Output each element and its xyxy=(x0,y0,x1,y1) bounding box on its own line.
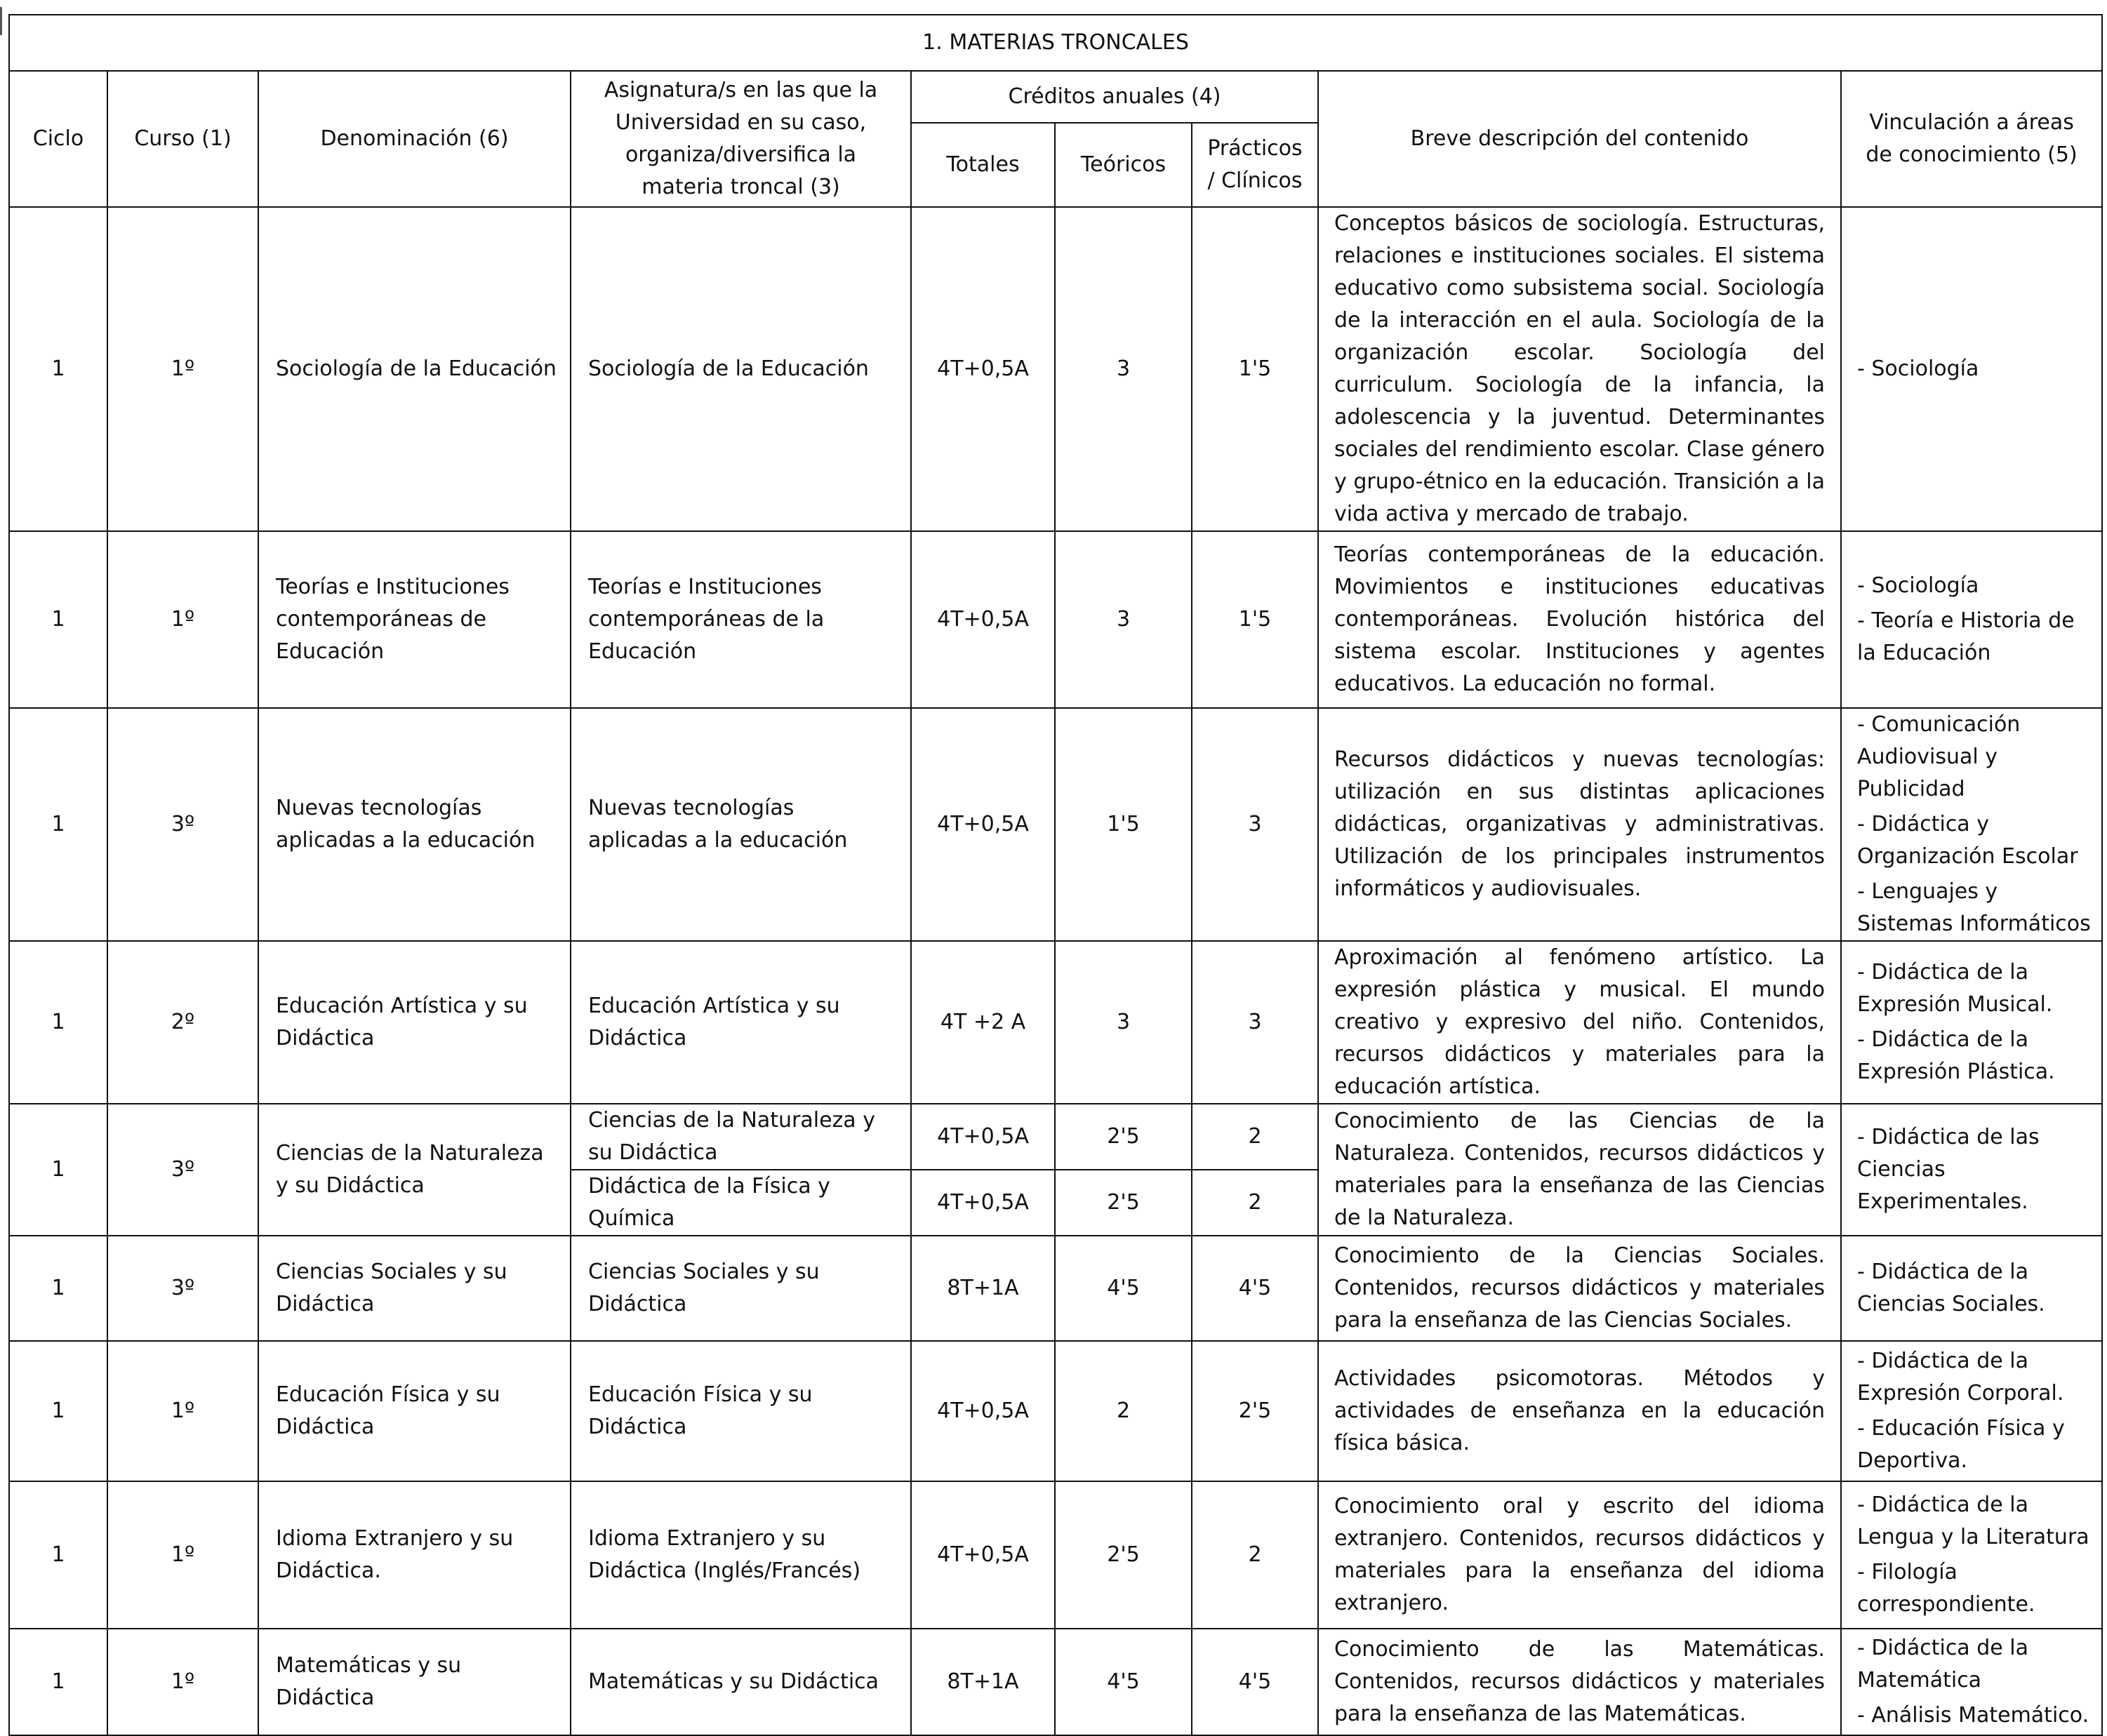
vinculacion-cell xyxy=(1841,1104,2102,1236)
table-row xyxy=(9,531,2102,708)
ciclo-cell: 1 xyxy=(9,531,107,708)
curso-cell: 1º xyxy=(107,207,258,531)
descripcion-cell: Conocimiento de las Matemáticas. Contenidos, recursos didácticos y materiales para la enseñanza de las Matemáticas. xyxy=(1318,1629,1841,1735)
asignatura-cell: Matemáticas y su Didáctica xyxy=(571,1629,911,1735)
area-item: - Educación Física y Deportiva. xyxy=(1857,1416,2065,1473)
asignatura-cell: Ciencias de la Naturaleza y su Didáctica xyxy=(571,1104,911,1170)
vinculacion-cell xyxy=(1841,1629,2102,1735)
teoricos-cell: 1'5 xyxy=(1055,708,1192,941)
ciclo-cell: 1 xyxy=(9,708,107,941)
area-item: - Teoría e Historia de la Educación xyxy=(1857,608,2075,665)
practicos-cell: 3 xyxy=(1192,941,1318,1104)
table-row xyxy=(9,1104,2102,1170)
totales-cell: 8T+1A xyxy=(911,1629,1055,1735)
denominacion-cell: Nuevas tecnologías aplicadas a la educación xyxy=(258,708,571,941)
asignatura-cell: Ciencias Sociales y su Didáctica xyxy=(571,1236,911,1341)
table-row xyxy=(9,708,2102,941)
header-asignatura: Asignatura/s en las que la Universidad en su caso, organiza/diversifica la materia troncal (3) xyxy=(571,71,911,207)
vinculacion-cell xyxy=(1841,207,2102,531)
denominacion-cell: Ciencias de la Naturaleza y su Didáctica xyxy=(258,1104,571,1236)
ciclo-cell: 1 xyxy=(9,1481,107,1629)
table-row xyxy=(9,1236,2102,1341)
practicos-cell: 1'5 xyxy=(1192,531,1318,708)
ciclo-cell: 1 xyxy=(9,207,107,531)
header-curso: Curso (1) xyxy=(107,71,258,207)
denominacion-cell: Educación Física y su Didáctica xyxy=(258,1341,571,1481)
table-row xyxy=(9,1341,2102,1481)
denominacion-cell: Teorías e Instituciones contemporáneas de Educación xyxy=(258,531,571,708)
asignatura-cell: Educación Física y su Didáctica xyxy=(571,1341,911,1481)
practicos-cell: 2 xyxy=(1192,1104,1318,1170)
totales-cell: 4T +2 A xyxy=(911,941,1055,1104)
header-denominacion: Denominación (6) xyxy=(258,71,571,207)
header-practicos: Prácticos / Clínicos xyxy=(1192,123,1318,207)
curso-cell: 1º xyxy=(107,1341,258,1481)
denominacion-cell: Idioma Extranjero y su Didáctica. xyxy=(258,1481,571,1629)
teoricos-cell: 3 xyxy=(1055,531,1192,708)
practicos-cell: 4'5 xyxy=(1192,1629,1318,1735)
asignatura-cell: Didáctica de la Física y Química xyxy=(571,1170,911,1236)
asignatura-cell: Sociología de la Educación xyxy=(571,207,911,531)
vinculacion-cell xyxy=(1841,1481,2102,1629)
teoricos-cell: 4'5 xyxy=(1055,1236,1192,1341)
descripcion-cell: Actividades psicomotoras. Métodos y actividades de enseñanza en la educación física básica. xyxy=(1318,1341,1841,1481)
ciclo-cell: 1 xyxy=(9,941,107,1104)
teoricos-cell: 4'5 xyxy=(1055,1629,1192,1735)
table-row xyxy=(9,1629,2102,1735)
area-item: - Didáctica de la Matemática xyxy=(1857,1636,2028,1692)
area-item: - Sociología xyxy=(1857,356,1979,381)
descripcion-cell: Teorías contemporáneas de la educación. Movimientos e instituciones educativas contemporáneas. Evolución histórica del sistema escolar. Instituciones y agentes educativos. La educación no formal. xyxy=(1318,531,1841,708)
descripcion-cell: Conocimiento oral y escrito del idioma extranjero. Contenidos, recursos didácticos y materiales para la enseñanza del idioma extranjero. xyxy=(1318,1481,1841,1629)
asignatura-cell: Educación Artística y su Didáctica xyxy=(571,941,911,1104)
area-item: - Didáctica de la Expresión Plástica. xyxy=(1857,1027,2055,1084)
document-sheet xyxy=(8,14,2103,1736)
area-item: - Didáctica de la Lengua y la Literatura xyxy=(1857,1493,2089,1549)
header-ciclo: Ciclo xyxy=(9,71,107,207)
table-row xyxy=(9,941,2102,1104)
descripcion-cell: Conocimiento de las Ciencias de la Naturaleza. Contenidos, recursos didácticos y materiales para la enseñanza de las Ciencias de la Naturaleza. xyxy=(1318,1104,1841,1236)
curso-cell: 2º xyxy=(107,941,258,1104)
asignatura-cell: Nuevas tecnologías aplicadas a la educación xyxy=(571,708,911,941)
header-vinculacion: Vinculación a áreas de conocimiento (5) xyxy=(1841,71,2102,207)
totales-cell: 8T+1A xyxy=(911,1236,1055,1341)
table-title: 1. MATERIAS TRONCALES xyxy=(9,15,2102,71)
curso-cell: 1º xyxy=(107,1629,258,1735)
vinculacion-cell xyxy=(1841,531,2102,708)
practicos-cell: 3 xyxy=(1192,708,1318,941)
descripcion-cell: Conocimiento de la Ciencias Sociales. Contenidos, recursos didácticos y materiales para la enseñanza de las Ciencias Sociales. xyxy=(1318,1236,1841,1341)
ciclo-cell: 1 xyxy=(9,1629,107,1735)
totales-cell: 4T+0,5A xyxy=(911,1341,1055,1481)
teoricos-cell: 2'5 xyxy=(1055,1481,1192,1629)
totales-cell: 4T+0,5A xyxy=(911,1170,1055,1236)
curso-cell: 3º xyxy=(107,1236,258,1341)
totales-cell: 4T+0,5A xyxy=(911,1481,1055,1629)
ciclo-cell: 1 xyxy=(9,1341,107,1481)
practicos-cell: 2 xyxy=(1192,1170,1318,1236)
denominacion-cell: Matemáticas y su Didáctica xyxy=(258,1629,571,1735)
teoricos-cell: 3 xyxy=(1055,941,1192,1104)
teoricos-cell: 3 xyxy=(1055,207,1192,531)
vinculacion-cell xyxy=(1841,1341,2102,1481)
practicos-cell: 2 xyxy=(1192,1481,1318,1629)
materias-troncales-table xyxy=(8,14,2103,1736)
table-row xyxy=(9,207,2102,531)
header-descripcion: Breve descripción del contenido xyxy=(1318,71,1841,207)
curso-cell: 3º xyxy=(107,708,258,941)
area-item: - Didáctica de las Ciencias Experimentales. xyxy=(1857,1125,2040,1214)
denominacion-cell: Educación Artística y su Didáctica xyxy=(258,941,571,1104)
area-item: - Didáctica de la Ciencias Sociales. xyxy=(1857,1260,2045,1316)
area-item: - Sociología xyxy=(1857,573,1979,598)
area-item: - Comunicación Audiovisual y Publicidad xyxy=(1857,712,2021,801)
asignatura-cell: Idioma Extranjero y su Didáctica (Inglés/Francés) xyxy=(571,1481,911,1629)
header-teoricos: Teóricos xyxy=(1055,123,1192,207)
practicos-cell: 2'5 xyxy=(1192,1341,1318,1481)
area-item: - Didáctica de la Expresión Musical. xyxy=(1857,960,2053,1017)
curso-cell: 1º xyxy=(107,1481,258,1629)
header-totales: Totales xyxy=(911,123,1055,207)
curso-cell: 1º xyxy=(107,531,258,708)
totales-cell: 4T+0,5A xyxy=(911,207,1055,531)
denominacion-cell: Ciencias Sociales y su Didáctica xyxy=(258,1236,571,1341)
header-creditos: Créditos anuales (4) xyxy=(911,71,1318,123)
area-item: - Análisis Matemático. xyxy=(1857,1703,2089,1728)
teoricos-cell: 2'5 xyxy=(1055,1170,1192,1236)
vinculacion-cell xyxy=(1841,1236,2102,1341)
teoricos-cell: 2'5 xyxy=(1055,1104,1192,1170)
totales-cell: 4T+0,5A xyxy=(911,1104,1055,1170)
area-item: - Didáctica y Organización Escolar xyxy=(1857,812,2078,869)
area-item: - Filología correspondiente. xyxy=(1857,1560,2035,1617)
vinculacion-cell xyxy=(1841,708,2102,941)
descripcion-cell: Conceptos básicos de sociología. Estructuras, relaciones e instituciones sociales. El sistema educativo como subsistema social. Sociología de la interacción en el aula. Sociología de la organización escolar. Sociología del curriculum. Sociología de la infancia, la adolescencia y la juventud. Determinantes sociales del rendimiento escolar. Clase género y grupo-étnico en la educación. Transición a la vida activa y mercado de trabajo. xyxy=(1318,207,1841,531)
ciclo-cell: 1 xyxy=(9,1104,107,1236)
area-item: - Didáctica de la Expresión Corporal. xyxy=(1857,1349,2064,1406)
ciclo-cell: 1 xyxy=(9,1236,107,1341)
descripcion-cell: Aproximación al fenómeno artístico. La expresión plástica y musical. El mundo creativo y expresivo del niño. Contenidos, recursos didácticos y materiales para la educación artística. xyxy=(1318,941,1841,1104)
practicos-cell: 1'5 xyxy=(1192,207,1318,531)
vinculacion-cell xyxy=(1841,941,2102,1104)
table-row xyxy=(9,1481,2102,1629)
area-item: - Lenguajes y Sistemas Informáticos xyxy=(1857,879,2091,936)
totales-cell: 4T+0,5A xyxy=(911,708,1055,941)
totales-cell: 4T+0,5A xyxy=(911,531,1055,708)
asignatura-cell: Teorías e Instituciones contemporáneas de la Educación xyxy=(571,531,911,708)
denominacion-cell: Sociología de la Educación xyxy=(258,207,571,531)
practicos-cell: 4'5 xyxy=(1192,1236,1318,1341)
curso-cell: 3º xyxy=(107,1104,258,1236)
left-margin-mark xyxy=(0,7,2,35)
descripcion-cell: Recursos didácticos y nuevas tecnologías: utilización en sus distintas aplicaciones didácticas, organizativas y administrativas. Utilización de los principales instrumentos informáticos y audiovisuales. xyxy=(1318,708,1841,941)
teoricos-cell: 2 xyxy=(1055,1341,1192,1481)
